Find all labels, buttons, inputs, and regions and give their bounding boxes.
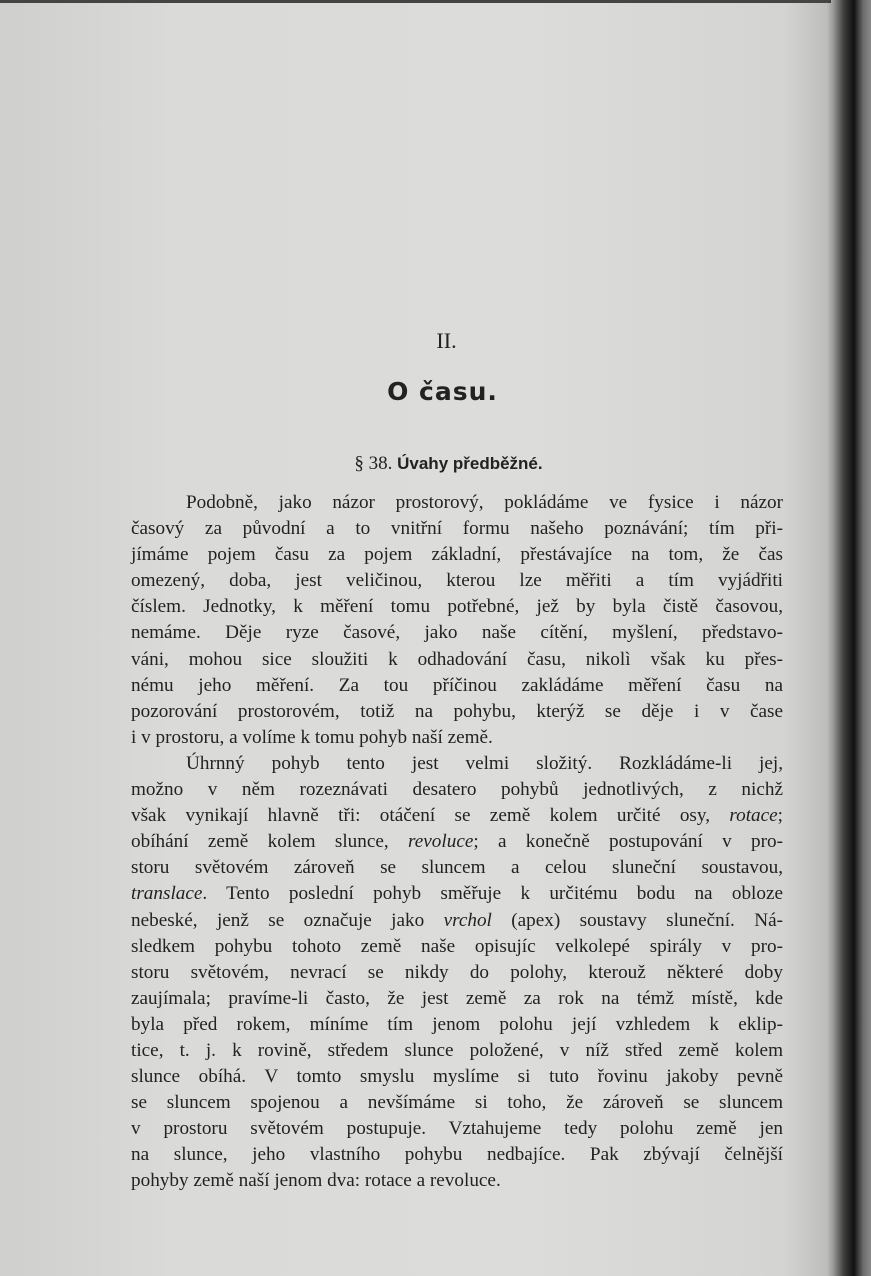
text-line — [131, 1168, 783, 1194]
text-line — [131, 594, 783, 620]
text-segment: váni, mohou sice sloužiti k odhadování času, nikolì však ku přes- — [131, 648, 783, 670]
text-line — [131, 986, 783, 1012]
section-heading — [0, 453, 871, 475]
text-segment: byla před rokem, míníme tím jenom polohu její vzhledem k eklip- — [131, 1013, 783, 1035]
text-line — [131, 934, 783, 960]
section-number: § 38. — [354, 453, 393, 474]
text-segment: číslem. Jednotky, k měření tomu potřebné, jež by byla čistě časovou, — [131, 596, 783, 618]
italic-term: revoluce — [408, 831, 474, 853]
text-line — [131, 908, 783, 934]
text-segment: tice, t. j. k rovině, středem slunce položené, v níž střed země kolem — [131, 1039, 783, 1061]
text-segment: zaujímala; pravíme-li často, že jest země za rok na témž místě, kde — [131, 987, 783, 1009]
text-line — [131, 855, 783, 881]
text-segment: možno v něm rozeznávati desatero pohybů jednotlivých, z nichž — [131, 779, 783, 801]
italic-term: translace — [131, 883, 203, 905]
section-title: Úvahy předběžné. — [397, 454, 543, 473]
text-segment: sledkem pohybu tohoto země naše opisujíc velkolepé spirály v pro- — [131, 935, 783, 957]
text-line — [131, 1116, 783, 1142]
italic-term: vrchol — [443, 909, 492, 931]
text-segment: na slunce, jeho vlastního pohybu nedbajíce. Pak zbývají čelnější — [131, 1144, 783, 1166]
text-segment: obíhání země kolem slunce, — [131, 831, 409, 853]
text-segment: pozorování prostorovém, totiž na pohybu, kterýž se děje i v čase — [131, 700, 783, 722]
text-line — [131, 1142, 783, 1168]
text-segment: ; — [777, 805, 783, 827]
text-segment: Úhrnný pohyb tento jest velmi složitý. Rozkládáme-li jej, — [186, 752, 783, 774]
text-segment: ; a konečně postupování v pro- — [473, 831, 783, 853]
body-text — [131, 490, 783, 1195]
text-segment: i v prostoru, a volíme k tomu pohyb naší země. — [131, 726, 493, 748]
book-spine-edge — [833, 0, 871, 1276]
text-line — [131, 490, 783, 516]
text-segment: jímáme pojem času za pojem základní, přestávajíce na tom, že čas — [131, 544, 783, 566]
text-segment: storu světovém, nevrací se nikdy do polohy, kterouž některé doby — [131, 961, 783, 983]
chapter-number: II. — [436, 328, 457, 353]
text-segment: se sluncem spojenou a nevšímáme si toho, že zároveň se sluncem — [131, 1092, 783, 1114]
text-line — [131, 516, 783, 542]
text-line — [131, 803, 783, 829]
text-line — [131, 1012, 783, 1038]
text-line — [131, 751, 783, 777]
text-line — [131, 725, 783, 751]
text-line — [131, 647, 783, 673]
text-segment: Podobně, jako názor prostorový, pokládáme ve fysice i názor — [186, 492, 783, 513]
text-segment: (apex) soustavy sluneční. Ná- — [491, 909, 783, 931]
text-line — [131, 1038, 783, 1064]
text-segment: omezený, doba, jest veličinou, kterou lze měřiti a tím vyjádřiti — [131, 570, 783, 592]
text-line — [131, 1090, 783, 1116]
text-segment: pohyby země naší jenom dva: rotace a revoluce. — [131, 1170, 501, 1192]
text-line — [131, 829, 783, 855]
text-line — [131, 960, 783, 986]
text-segment: však vynikají hlavně tři: otáčení se země kolem určité osy, — [131, 805, 730, 827]
text-segment: v prostoru světovém postupuje. Vztahujeme tedy polohu země jen — [131, 1118, 783, 1140]
scan-top-edge — [0, 0, 831, 3]
text-segment: nebeské, jenž se označuje jako — [131, 909, 444, 931]
text-segment: časový za původní a to vnitřní formu našeho poznávání; tím při- — [131, 518, 783, 540]
text-line — [131, 673, 783, 699]
text-line — [131, 881, 783, 907]
text-line — [131, 699, 783, 725]
italic-term: rotace — [729, 805, 778, 827]
text-line — [131, 1064, 783, 1090]
text-segment: nému jeho měření. Za tou příčinou zakládáme měření času na — [131, 674, 783, 696]
chapter-title: O času. — [387, 377, 498, 406]
text-line — [131, 568, 783, 594]
text-segment: slunce obíhá. V tomto smyslu myslíme si tuto řovinu jakoby pevně — [131, 1066, 783, 1088]
text-line — [131, 777, 783, 803]
text-line — [131, 542, 783, 568]
text-segment: . Tento poslední pohyb směřuje k určitému bodu na obloze — [202, 883, 783, 905]
text-line — [131, 620, 783, 646]
text-segment: storu světovém zároveň se sluncem a celou sluneční soustavou, — [131, 857, 783, 879]
text-segment: nemáme. Děje ryze časové, jako naše cítění, myšlení, představo- — [131, 622, 783, 644]
